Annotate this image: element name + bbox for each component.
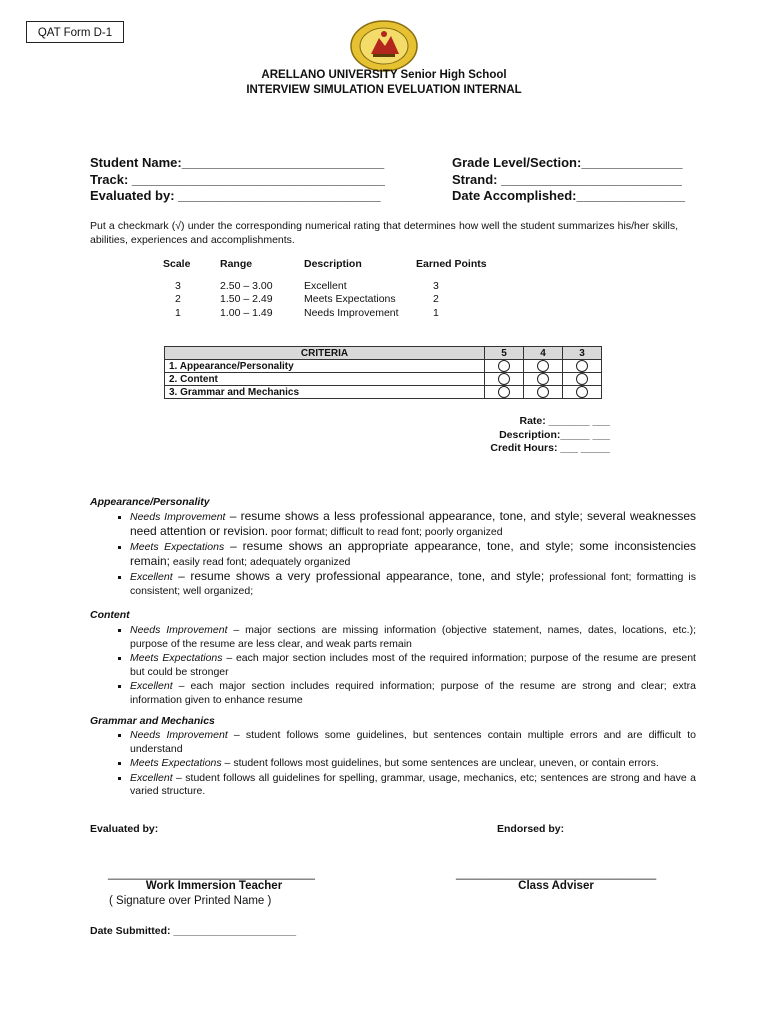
radio-button[interactable] bbox=[498, 373, 510, 385]
radio-button[interactable] bbox=[498, 386, 510, 398]
grammar-heading: Grammar and Mechanics bbox=[90, 715, 215, 727]
adviser-signature-line[interactable]: ______________________________ bbox=[456, 866, 657, 880]
radio-button[interactable] bbox=[537, 386, 549, 398]
list-item: ▪ Excellent – resume shows a very professional appearance, tone, and style; professional font; formatting is consistent; well organized; bbox=[130, 570, 696, 598]
criteria-label: 3. Grammar and Mechanics bbox=[165, 386, 485, 399]
content-list bbox=[112, 624, 696, 708]
range-cell: 1.00 – 1.49 bbox=[220, 306, 273, 319]
evaluated-by-field[interactable]: Evaluated by: ____________________________ bbox=[90, 188, 381, 203]
points-cell: 2 bbox=[433, 293, 439, 306]
points-cell: 1 bbox=[433, 306, 439, 319]
description-cell: Excellent bbox=[304, 279, 347, 292]
adviser-title: Class Adviser bbox=[518, 880, 594, 892]
list-item: ▪ Needs Improvement – student follows some guidelines, but sentences contain multiple errors and are difficult to understand bbox=[130, 729, 696, 756]
criteria-header: CRITERIA bbox=[165, 347, 485, 360]
description-field[interactable]: Description:_____ ___ bbox=[499, 429, 610, 441]
date-submitted-field[interactable]: Date Submitted: _____________________ bbox=[90, 925, 297, 937]
student-name-field[interactable]: Student Name:____________________________ bbox=[90, 155, 385, 170]
content-heading: Content bbox=[90, 609, 130, 621]
teacher-title: Work Immersion Teacher bbox=[145, 880, 283, 892]
endorsed-by-label: Endorsed by: bbox=[497, 823, 565, 835]
strand-field[interactable]: Strand: _________________________ bbox=[452, 172, 682, 187]
description-cell: Needs Improvement bbox=[304, 306, 399, 319]
university-seal-icon bbox=[349, 20, 419, 72]
grammar-list bbox=[112, 729, 696, 800]
radio-button[interactable] bbox=[498, 360, 510, 372]
scale-header: Scale bbox=[163, 258, 191, 270]
date-accomplished-field[interactable]: Date Accomplished:_______________ bbox=[452, 188, 685, 203]
radio-button[interactable] bbox=[537, 360, 549, 372]
track-field[interactable]: Track: ___________________________________ bbox=[90, 172, 385, 187]
range-cell: 1.50 – 2.49 bbox=[220, 293, 273, 306]
criteria-row bbox=[165, 360, 602, 373]
appearance-heading: Appearance/Personality bbox=[90, 496, 210, 508]
instruction-text: Put a checkmark (√) under the corresponding numerical rating that determines how well the student summarizes his/her skills, abilities, experiences and accomplishments. bbox=[90, 220, 678, 246]
criteria-label: 2. Content bbox=[165, 373, 485, 386]
range-header: Range bbox=[220, 258, 253, 270]
list-item: ▪ Excellent – each major section includes required information; purpose of the resume are strong and clear; extra information given to enhance resume bbox=[130, 680, 696, 707]
score-4-header: 4 bbox=[524, 347, 563, 360]
signature-caption: ( Signature over Printed Name ) bbox=[109, 895, 272, 907]
list-item: ▪ Meets Expectations – student follows most guidelines, but some sentences are unclear, uneven, or contain errors. bbox=[130, 757, 696, 771]
grade-level-field[interactable]: Grade Level/Section:______________ bbox=[452, 155, 683, 170]
credit-hours-field[interactable]: Credit Hours: ___ _____ bbox=[490, 442, 610, 454]
list-item: ▪ Needs Improvement – resume shows a less professional appearance, tone, and style; several weaknesses need attention or revision. poor format; difficult to read font; poorly organized bbox=[130, 510, 696, 539]
criteria-row bbox=[165, 373, 602, 386]
list-item: ▪ Meets Expectations – resume shows an appropriate appearance, tone, and style; some inconsistencies remain; easily read font; adequately organized bbox=[130, 540, 696, 569]
scale-cell: 1 bbox=[175, 306, 181, 319]
list-item: ▪ Excellent – student follows all guidelines for spelling, grammar, usage, mechanics, etc; sentences are strong and have a varied structure. bbox=[130, 772, 696, 799]
teacher-signature-line[interactable]: _______________________________ bbox=[108, 866, 315, 880]
school-title: ARELLANO UNIVERSITY Senior High School bbox=[261, 69, 507, 81]
appearance-list bbox=[112, 510, 696, 599]
radio-button[interactable] bbox=[576, 360, 588, 372]
score-5-header: 5 bbox=[485, 347, 524, 360]
range-cell: 2.50 – 3.00 bbox=[220, 279, 273, 292]
criteria-table bbox=[164, 346, 602, 399]
radio-button[interactable] bbox=[537, 373, 549, 385]
description-cell: Meets Expectations bbox=[304, 293, 396, 306]
radio-button[interactable] bbox=[576, 386, 588, 398]
score-3-header: 3 bbox=[563, 347, 602, 360]
scale-cell: 2 bbox=[175, 293, 181, 306]
list-item: ▪ Needs Improvement – major sections are missing information (objective statement, names, dates, locations, etc.); purpose of the resume are less clear, and weak parts remain bbox=[130, 624, 696, 651]
criteria-label: 1. Appearance/Personality bbox=[165, 360, 485, 373]
earned-points-header: Earned Points bbox=[416, 258, 487, 270]
form-title: INTERVIEW SIMULATION EVELUATION INTERNAL bbox=[246, 84, 522, 96]
list-item: ▪ Meets Expectations – each major section includes most of the required information; purpose of the resume are present but could be stronger bbox=[130, 652, 696, 679]
form-code-box: QAT Form D-1 bbox=[26, 21, 124, 43]
points-cell: 3 bbox=[433, 279, 439, 292]
rate-field[interactable]: Rate: _______ ___ bbox=[519, 415, 610, 427]
evaluated-by-label: Evaluated by: bbox=[90, 823, 159, 835]
criteria-row bbox=[165, 386, 602, 399]
rating-scale-table bbox=[163, 258, 487, 320]
radio-button[interactable] bbox=[576, 373, 588, 385]
scale-cell: 3 bbox=[175, 279, 181, 292]
description-header: Description bbox=[304, 258, 362, 270]
